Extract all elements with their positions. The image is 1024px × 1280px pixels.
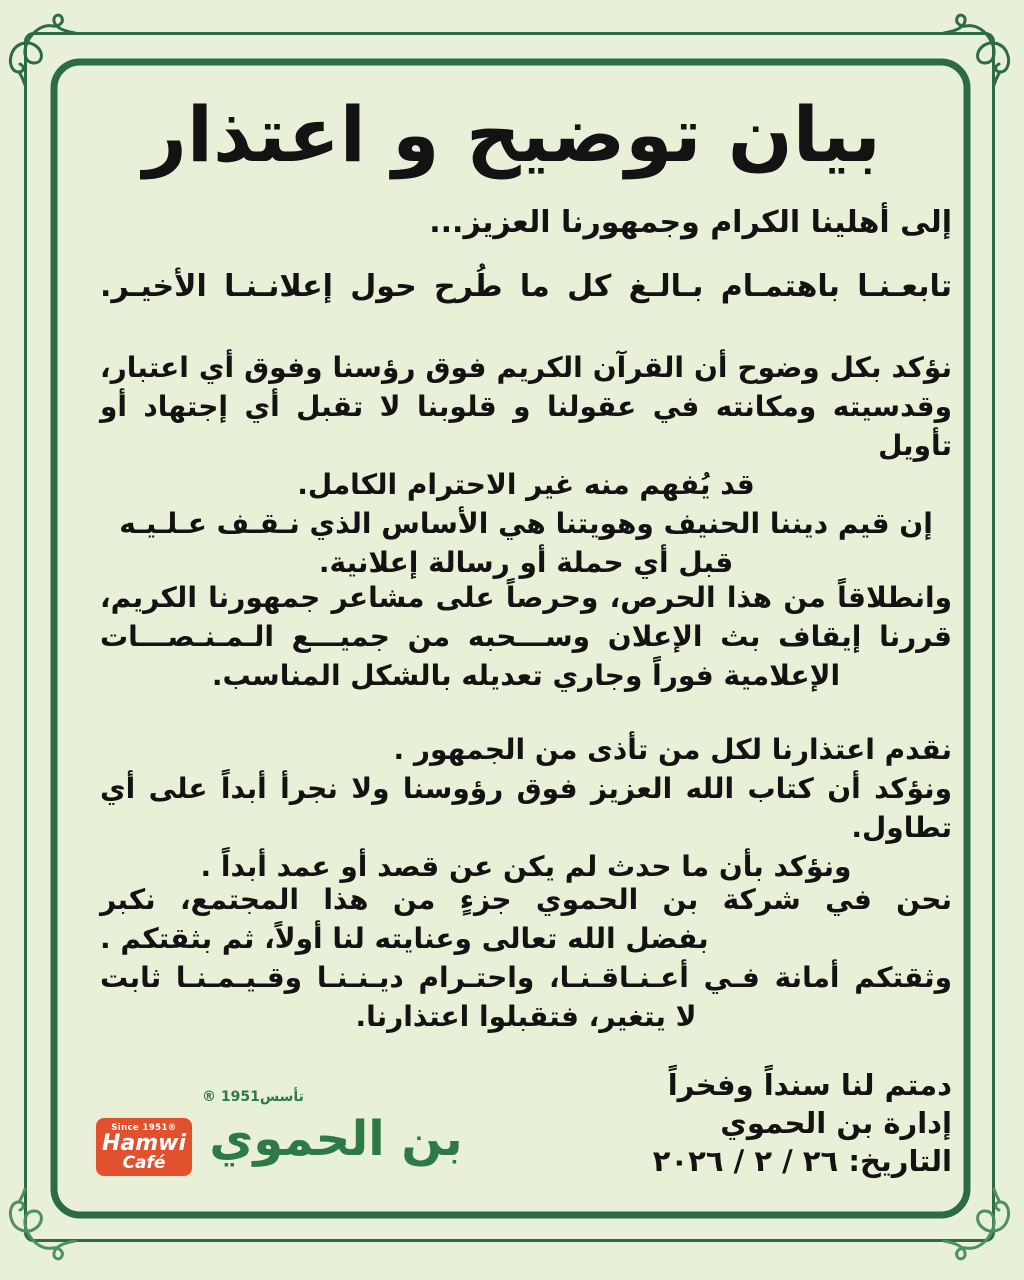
statement-line: ونؤكد بأن ما حدث لم يكن عن قصد أو عمد أبداً . <box>200 850 852 883</box>
statement-line: وقدسيته ومكانته في عقولنا و قلوبنا لا تقبل أي إجتهاد أو تأويل <box>100 390 952 462</box>
statement-title: بيان توضيح و اعتذار <box>143 90 881 179</box>
statement-line: الإعلامية فوراً وجاري تعديله بالشكل المناسب. <box>211 659 841 692</box>
badge-brand-name: Hamwi <box>101 1131 187 1156</box>
statement-line: نؤكد بكل وضوح أن القرآن الكريم فوق رؤسنا وفوق أي اعتبار، <box>100 351 952 384</box>
statement-line: قد يُفهم منه غير الاحترام الكامل. <box>297 468 755 501</box>
statement-line: وانطلاقاً من هذا الحرص، وحرصاً على مشاعر جمهورنا الكريم، <box>100 581 952 614</box>
statement-line: ونؤكد أن كتاب الله العزيز فوق رؤوسنا ولا نجرأ أبداً على أي تطاول. <box>100 772 952 844</box>
statement-line: إن قيم ديننا الحنيف وهويتنا هي الأساس الذي نـقـف عـلـيـه <box>119 507 933 540</box>
statement-line: قررنا إيقاف بث الإعلان وســـحبه من جميـــع الـمـنـصـــات <box>100 620 952 653</box>
paragraph-ad-withdrawal <box>100 578 952 695</box>
greeting-block <box>100 202 952 244</box>
badge-brand-type: Café <box>122 1153 166 1173</box>
arabic-wordmark: بن الحموي <box>209 1111 463 1167</box>
registered-mark: ® <box>202 1089 216 1105</box>
statement-line: لا يتغير، فتقبلوا اعتذارنا. <box>355 1000 697 1033</box>
signature-date: التاريخ: ٢٦ / ٢ / ٢٠٢٦ <box>652 1144 952 1178</box>
statement-line: بفضل الله تعالى وعنايته لنا أولاً، ثم بثقتكم . <box>100 922 709 955</box>
corner-flourish-bottom-right <box>944 1189 1009 1259</box>
paragraph-intro <box>100 266 952 308</box>
signature-farewell: دمتم لنا سنداً وفخراً <box>667 1068 952 1102</box>
statement-line: قبل أي حملة أو رسالة إعلانية. <box>318 546 734 579</box>
signature-entity: إدارة بن الحموي <box>720 1106 952 1140</box>
greeting-line: إلى أهلينا الكرام وجمهورنا العزيز... <box>429 205 952 240</box>
paragraph-apology <box>100 730 952 886</box>
statement-line: وثقتكم أمانة فـي أعـنـاقـنـا، واحتـرام ديـنـنـا وقـيـمـنـا ثابت <box>100 961 952 994</box>
corner-flourish-bottom-left <box>10 1189 75 1259</box>
arabic-wordmark-block <box>202 1088 470 1172</box>
badge-since-text: Since 1951® <box>111 1123 177 1133</box>
established-year: تأسس1951 <box>220 1089 304 1105</box>
established-line <box>202 1088 470 1106</box>
paragraph-community <box>100 880 952 1036</box>
hamwi-cafe-badge-logo <box>94 1116 194 1178</box>
signature-block <box>653 1066 952 1180</box>
paragraph-quran-respect <box>100 348 952 582</box>
statement-line: تابعـنـا باهتمـام بـالـغ كل ما طُرح حول إعلانـنـا الأخيـر. <box>100 269 952 304</box>
statement-line: نحن في شركة بن الحموي جزءٍ من هذا المجتمع، نكبر <box>100 883 952 916</box>
statement-line: نقدم اعتذارنا لكل من تأذى من الجمهور . <box>393 733 952 766</box>
